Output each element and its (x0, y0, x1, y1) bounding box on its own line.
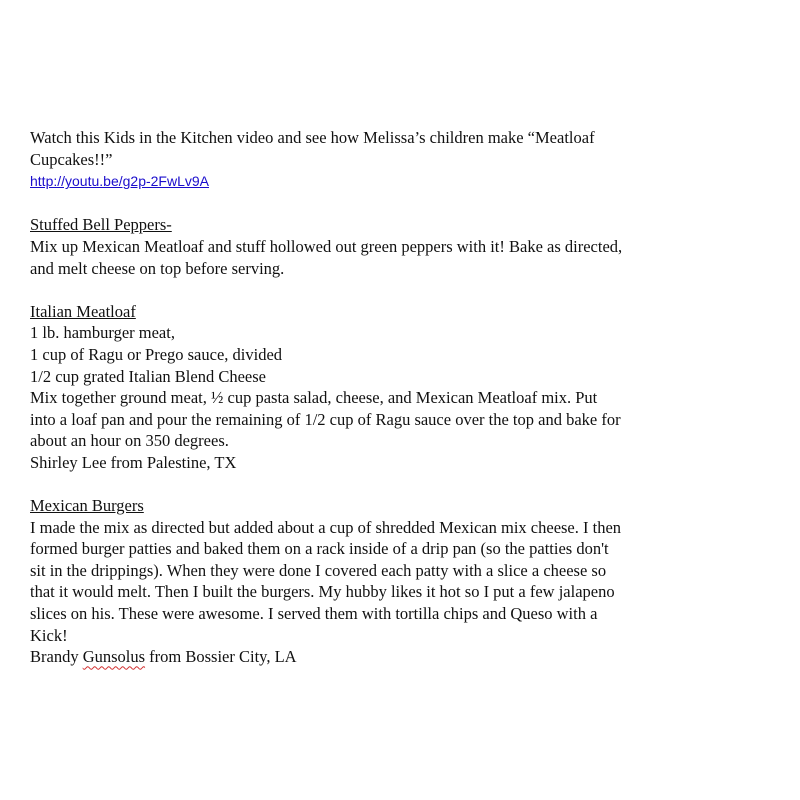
stuffed-peppers-line: Mix up Mexican Meatloaf and stuff hollowed out green peppers with it! Bake as directed, (30, 236, 623, 256)
mexican-burgers-line: Kick! (30, 625, 68, 645)
intro-line-2: Cupcakes!!” (30, 149, 113, 169)
mexican-burgers-line: slices on his. These were awesome. I served them with tortilla chips and Queso with a (30, 604, 598, 624)
mexican-burgers-heading: Mexican Burgers (30, 496, 144, 516)
stuffed-peppers-line: and melt cheese on top before serving. (30, 258, 285, 278)
author-last-name-misspelled: Gunsolus (82, 647, 146, 667)
stuffed-peppers-heading: Stuffed Bell Peppers- (30, 215, 172, 235)
intro-line-1: Watch this Kids in the Kitchen video and see how Melissa’s children make “Meatloaf (30, 128, 595, 147)
author-first-name: Brandy (30, 647, 79, 667)
italian-meatloaf-line: about an hour on 350 degrees. (30, 431, 229, 451)
document-page (30, 127, 760, 668)
mexican-burgers-line: formed burger patties and baked them on a rack inside of a drip pan (so the patties don't (30, 539, 609, 559)
mexican-burgers-line: I made the mix as directed but added about a cup of shredded Mexican mix cheese. I then (30, 517, 622, 537)
italian-meatloaf-heading: Italian Meatloaf (30, 301, 136, 321)
mexican-burgers-author (30, 646, 760, 668)
italian-meatloaf-line: 1/2 cup grated Italian Blend Cheese (30, 366, 266, 386)
italian-meatloaf-line: into a loaf pan and pour the remaining of 1/2 cup of Ragu sauce over the top and bake for (30, 409, 621, 429)
spacer (30, 193, 760, 215)
italian-meatloaf-author: Shirley Lee from Palestine, TX (30, 452, 237, 472)
author-location: from Bossier City, LA (149, 647, 297, 667)
italian-meatloaf-line: Mix together ground meat, ½ cup pasta salad, cheese, and Mexican Meatloaf mix. Put (30, 388, 598, 408)
mexican-burgers-line: sit in the drippings). When they were done I covered each patty with a slice a cheese so (30, 560, 607, 580)
video-link[interactable]: http://youtu.be/g2p-2FwLv9A (30, 173, 209, 190)
spacer (30, 474, 760, 496)
italian-meatloaf-line: 1 cup of Ragu or Prego sauce, divided (30, 344, 283, 364)
mexican-burgers-line: that it would melt. Then I built the burgers. My hubby likes it hot so I put a few jalapeno (30, 582, 615, 602)
spacer (30, 279, 760, 301)
italian-meatloaf-line: 1 lb. hamburger meat, (30, 323, 175, 343)
